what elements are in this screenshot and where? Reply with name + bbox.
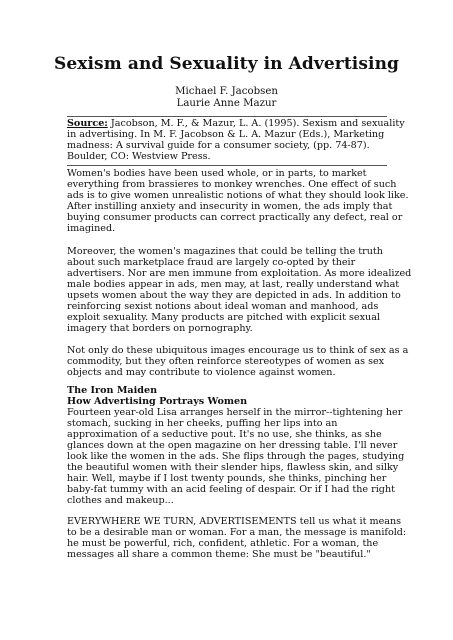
body-line: Women's bodies have been used whole, or in parts, to market bbox=[67, 168, 367, 179]
body-line: imagery that borders on pornography. bbox=[67, 323, 253, 334]
body-line: Moreover, the women's magazines that could be telling the truth bbox=[67, 246, 383, 257]
body-line: Not only do these ubiquitous images encourage us to think of sex as a bbox=[67, 345, 409, 356]
body-line: commodity, but they often reinforce stereotypes of women as sex bbox=[67, 356, 385, 367]
body-line: to be a desirable man or woman. For a man, the message is manifold: bbox=[67, 527, 407, 538]
body-line: advertisers. Nor are men immune from exploitation. As more idealized bbox=[67, 268, 412, 279]
paragraph-3 bbox=[67, 345, 409, 378]
citation-line-1 bbox=[67, 118, 405, 129]
citation-text: Jacobson, M. F., & Mazur, L. A. (1995). Sexism and sexuality bbox=[107, 118, 405, 129]
body-line: he must be powerful, rich, confident, athletic. For a woman, the bbox=[67, 538, 379, 549]
author-list bbox=[0, 86, 453, 109]
section-iron-maiden bbox=[67, 385, 405, 506]
body-line: baby-fat tummy with an acid feeling of despair. Or if I had the right bbox=[67, 484, 395, 495]
body-line: glances down at the open magazine on her dressing table. I'll never bbox=[67, 440, 398, 451]
body-line: After instilling anxiety and insecurity in women, the ads imply that bbox=[67, 201, 393, 212]
section-heading: The Iron Maiden bbox=[67, 385, 158, 396]
body-line: the beautiful women with their slender hips, flawless skin, and silky bbox=[67, 462, 399, 473]
body-line: reinforcing sexist notions about ideal woman and manhood, ads bbox=[67, 301, 379, 312]
body-line: objects and may contribute to violence against women. bbox=[67, 367, 336, 378]
author-name: Michael F. Jacobsen bbox=[175, 86, 278, 97]
body-line: male bodies appear in ads, men may, at last, really understand what bbox=[67, 279, 400, 290]
citation-line-2: in advertising. In M. F. Jacobson & L. A. Mazur (Eds.), Marketing bbox=[67, 129, 385, 140]
body-line: hair. Well, maybe if I lost twenty pounds, she thinks, pinching her bbox=[67, 473, 387, 484]
body-line: EVERYWHERE WE TURN, ADVERTISEMENTS tell us what it means bbox=[67, 516, 402, 527]
divider-top bbox=[67, 116, 387, 117]
body-line: about such marketplace fraud are largely co-opted by their bbox=[67, 257, 356, 268]
body-line: exploit sexuality. Many products are pitched with explicit sexual bbox=[67, 312, 380, 323]
body-line: Fourteen year-old Lisa arranges herself in the mirror--tightening her bbox=[67, 407, 403, 418]
body-line: everything from brassieres to monkey wrenches. One effect of such bbox=[67, 179, 397, 190]
paragraph-2 bbox=[67, 246, 412, 334]
body-line: stomach, sucking in her cheeks, puffing her lips into an bbox=[67, 418, 338, 429]
citation-line-4: Boulder, CO: Westview Press. bbox=[67, 151, 211, 162]
body-line: imagined. bbox=[67, 223, 116, 234]
divider-bottom bbox=[67, 165, 387, 166]
body-line: messages all share a common theme: She must be "beautiful." bbox=[67, 549, 371, 560]
document-title: Sexism and Sexuality in Advertising bbox=[53, 54, 400, 74]
body-line: look like the women in the ads. She flips through the pages, studying bbox=[67, 451, 405, 462]
body-line: ads is to give women unrealistic notions of what they should look like. bbox=[67, 190, 409, 201]
body-line: approximation of a seductive pout. It's no use, she thinks, as she bbox=[67, 429, 382, 440]
body-line: buying consumer products can correct practically any defect, real or bbox=[67, 212, 403, 223]
source-label: Source: bbox=[67, 118, 108, 129]
author-name: Laurie Anne Mazur bbox=[176, 97, 277, 109]
body-line: clothes and makeup... bbox=[67, 495, 174, 506]
paragraph-5 bbox=[67, 516, 407, 560]
paragraph-1 bbox=[67, 168, 409, 234]
citation-line-3: madness: A survival guide for a consumer society, (pp. 74-87). bbox=[67, 140, 370, 151]
source-citation bbox=[67, 118, 405, 162]
body-line: upsets women about the way they are depicted in ads. In addition to bbox=[67, 290, 401, 301]
section-subheading: How Advertising Portrays Women bbox=[67, 396, 248, 407]
